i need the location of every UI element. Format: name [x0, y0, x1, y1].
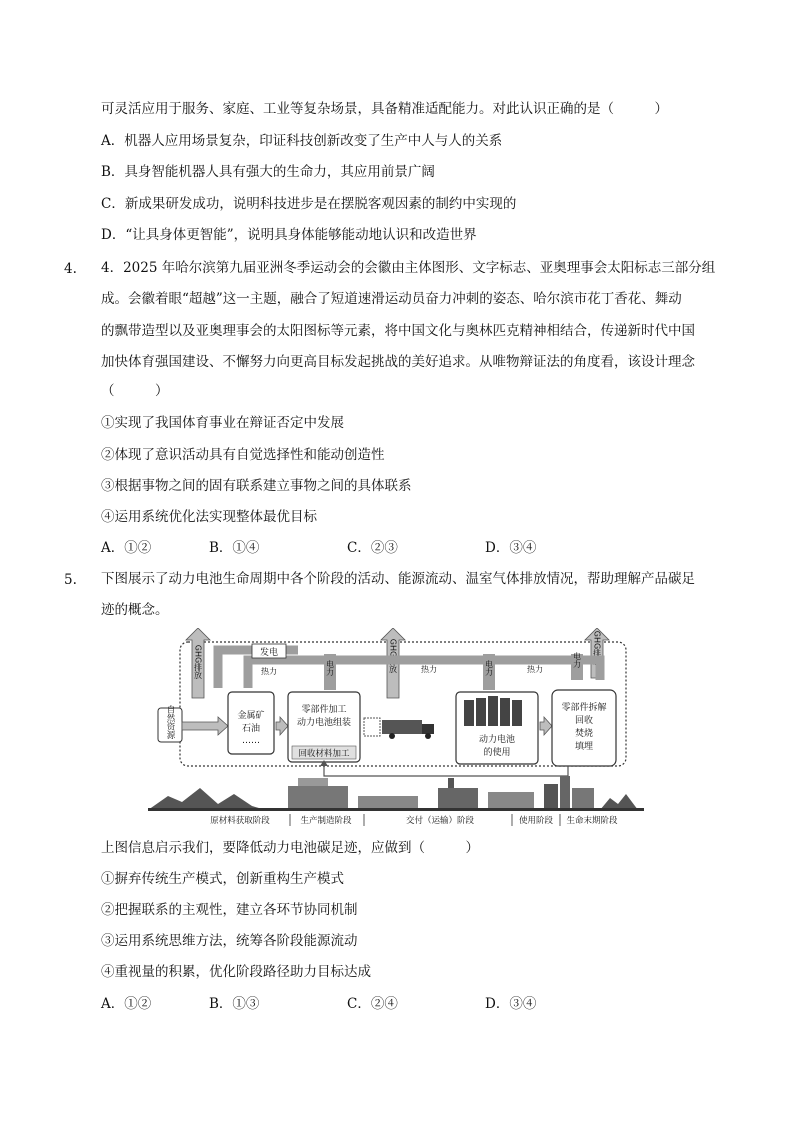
q5-number: 5. — [64, 572, 77, 588]
q4-statement-3: ③根据事物之间的固有联系建立事物之间的具体联系 — [101, 478, 412, 494]
landscape-illustration — [148, 776, 644, 811]
q4-choice-d: D．③④ — [485, 540, 537, 556]
q3-option-c: C．新成果研发成功，说明科技进步是在摆脱客观因素的制约中实现的 — [101, 196, 517, 212]
q4-statement-2: ②体现了意识活动具有自觉选择性和能动创造性 — [101, 447, 385, 463]
q5-choice-d: D．③④ — [485, 996, 537, 1012]
flow-arrow-2 — [276, 717, 288, 735]
q4-statement-4: ④运用系统优化法实现整体最优目标 — [101, 509, 317, 525]
q3-option-d: D．“让具身体更智能”，说明具身体能够能动地认识和改造世界 — [101, 227, 477, 243]
q4-number: 4. — [64, 261, 77, 277]
heat-label-3: 热力 — [527, 665, 543, 674]
manufacturing-line-2: 动力电池组装 — [296, 718, 352, 728]
stage-label-delivery: 交付（运输）阶段 — [405, 816, 475, 826]
q5-stem-line-2: 迹的概念。 — [101, 602, 169, 618]
ghg-label-2: GHG排放 — [388, 638, 398, 674]
q3-option-b: B．具身智能机器人具有强大的生命力，其应用前景广阔 — [101, 164, 435, 180]
battery-use-line-1: 动力电池 — [478, 735, 516, 745]
end-of-life-line-2: 回收 — [574, 716, 594, 726]
q4-stem-line-1: 4．2025 年哈尔滨第九届亚洲冬季运动会的会徽由主体图形、文字标志、亚奥理事会太阳标志三部分组 — [101, 260, 716, 276]
natural-resources-label: 自然资源 — [165, 705, 175, 739]
q3-stem-tail: 可灵活应用于服务、家庭、工业等复杂场景，具备精准适配能力。对此认识正确的是（ ） — [101, 101, 668, 117]
q5-statement-2: ②把握联系的主观性，建立各环节协同机制 — [101, 902, 358, 918]
end-of-life-line-4: 填埋 — [574, 742, 594, 752]
q4-choice-c: C．②③ — [347, 540, 398, 556]
battery-cells-icon — [464, 696, 522, 726]
q4-choices — [101, 538, 661, 558]
end-of-life-line-3: 焚烧 — [574, 729, 594, 739]
q4-choice-b: B．①④ — [209, 540, 260, 556]
stage-label-use: 使用阶段 — [518, 816, 554, 826]
stage-label-production: 生产制造阶段 — [300, 816, 352, 826]
end-of-life-line-1: 零部件拆解 — [561, 703, 607, 713]
q4-statement-1: ①实现了我国体育事业在辩证否定中发展 — [101, 415, 344, 431]
q5-choice-c: C．②④ — [347, 996, 398, 1012]
q4-stem-line-3: 的飘带造型以及亚奥理事会的太阳图标等元素，将中国文化与奥林匹克精神相结合，传递新时代中国 — [101, 323, 695, 339]
battery-lifecycle-figure — [148, 628, 644, 828]
q3-option-a: A．机器人应用场景复杂，印证科技创新改变了生产中人与人的关系 — [101, 133, 503, 149]
electricity-label-2: 电力 — [484, 660, 494, 676]
q4-stem-line-2: 成。会徽着眼“超越”这一主题，融合了短道速滑运动员奋力冲刺的姿态、哈尔滨市花丁香花、舞动 — [101, 291, 682, 307]
q4-stem-line-5: （ ） — [101, 383, 169, 399]
electricity-label-1: 电力 — [325, 660, 335, 676]
end-of-life-box — [552, 690, 616, 766]
q5-statement-3: ③运用系统思维方法，统筹各阶段能源流动 — [101, 933, 358, 949]
q5-statement-4: ④重视量的积累，优化阶段路径助力目标达成 — [101, 964, 371, 980]
heat-label-2: 热力 — [421, 665, 437, 674]
power-generation-label: 发电 — [259, 648, 279, 658]
q5-choice-b: B．①③ — [209, 996, 260, 1012]
q5-choices — [101, 994, 661, 1014]
stage-label-raw-material: 原材料获取阶段 — [210, 816, 270, 826]
raw-materials-line-1: 金属矿 — [237, 711, 265, 721]
heat-label-1: 热力 — [261, 667, 277, 676]
q5-question: 上图信息启示我们，要降低动力电池碳足迹，应做到（ ） — [101, 840, 479, 856]
stage-label-end-of-life: 生命末期阶段 — [566, 816, 618, 826]
q5-choice-a: A．①② — [101, 996, 152, 1012]
battery-lifecycle-diagram — [148, 628, 644, 828]
q5-statement-1: ①摒弃传统生产模式，创新重构生产模式 — [101, 871, 344, 887]
q4-choice-a: A．①② — [101, 540, 152, 556]
truck-icon — [364, 718, 434, 739]
flow-arrow-1 — [182, 717, 228, 735]
manufacturing-line-1: 零部件加工 — [301, 705, 347, 715]
battery-use-line-2: 的使用 — [483, 748, 511, 758]
ghg-label-3: GHG排放 — [592, 630, 602, 666]
raw-materials-line-2: 石油 — [241, 724, 261, 734]
flow-arrow-3 — [540, 717, 552, 735]
ghg-label-1: GHG排放 — [193, 644, 203, 680]
q4-stem-line-4: 加快体育强国建设、不懈努力向更高目标发起挑战的美好追求。从唯物辩证法的角度看，该设计理念 — [101, 354, 695, 370]
recycled-processing-label: 回收材料加工 — [298, 749, 350, 759]
electricity-label-3: 电力 — [572, 652, 582, 668]
q5-stem-line-1: 下图展示了动力电池生命周期中各个阶段的活动、能源流动、温室气体排放情况，帮助理解产品碳足 — [101, 571, 695, 587]
raw-materials-line-3: …… — [242, 736, 260, 746]
